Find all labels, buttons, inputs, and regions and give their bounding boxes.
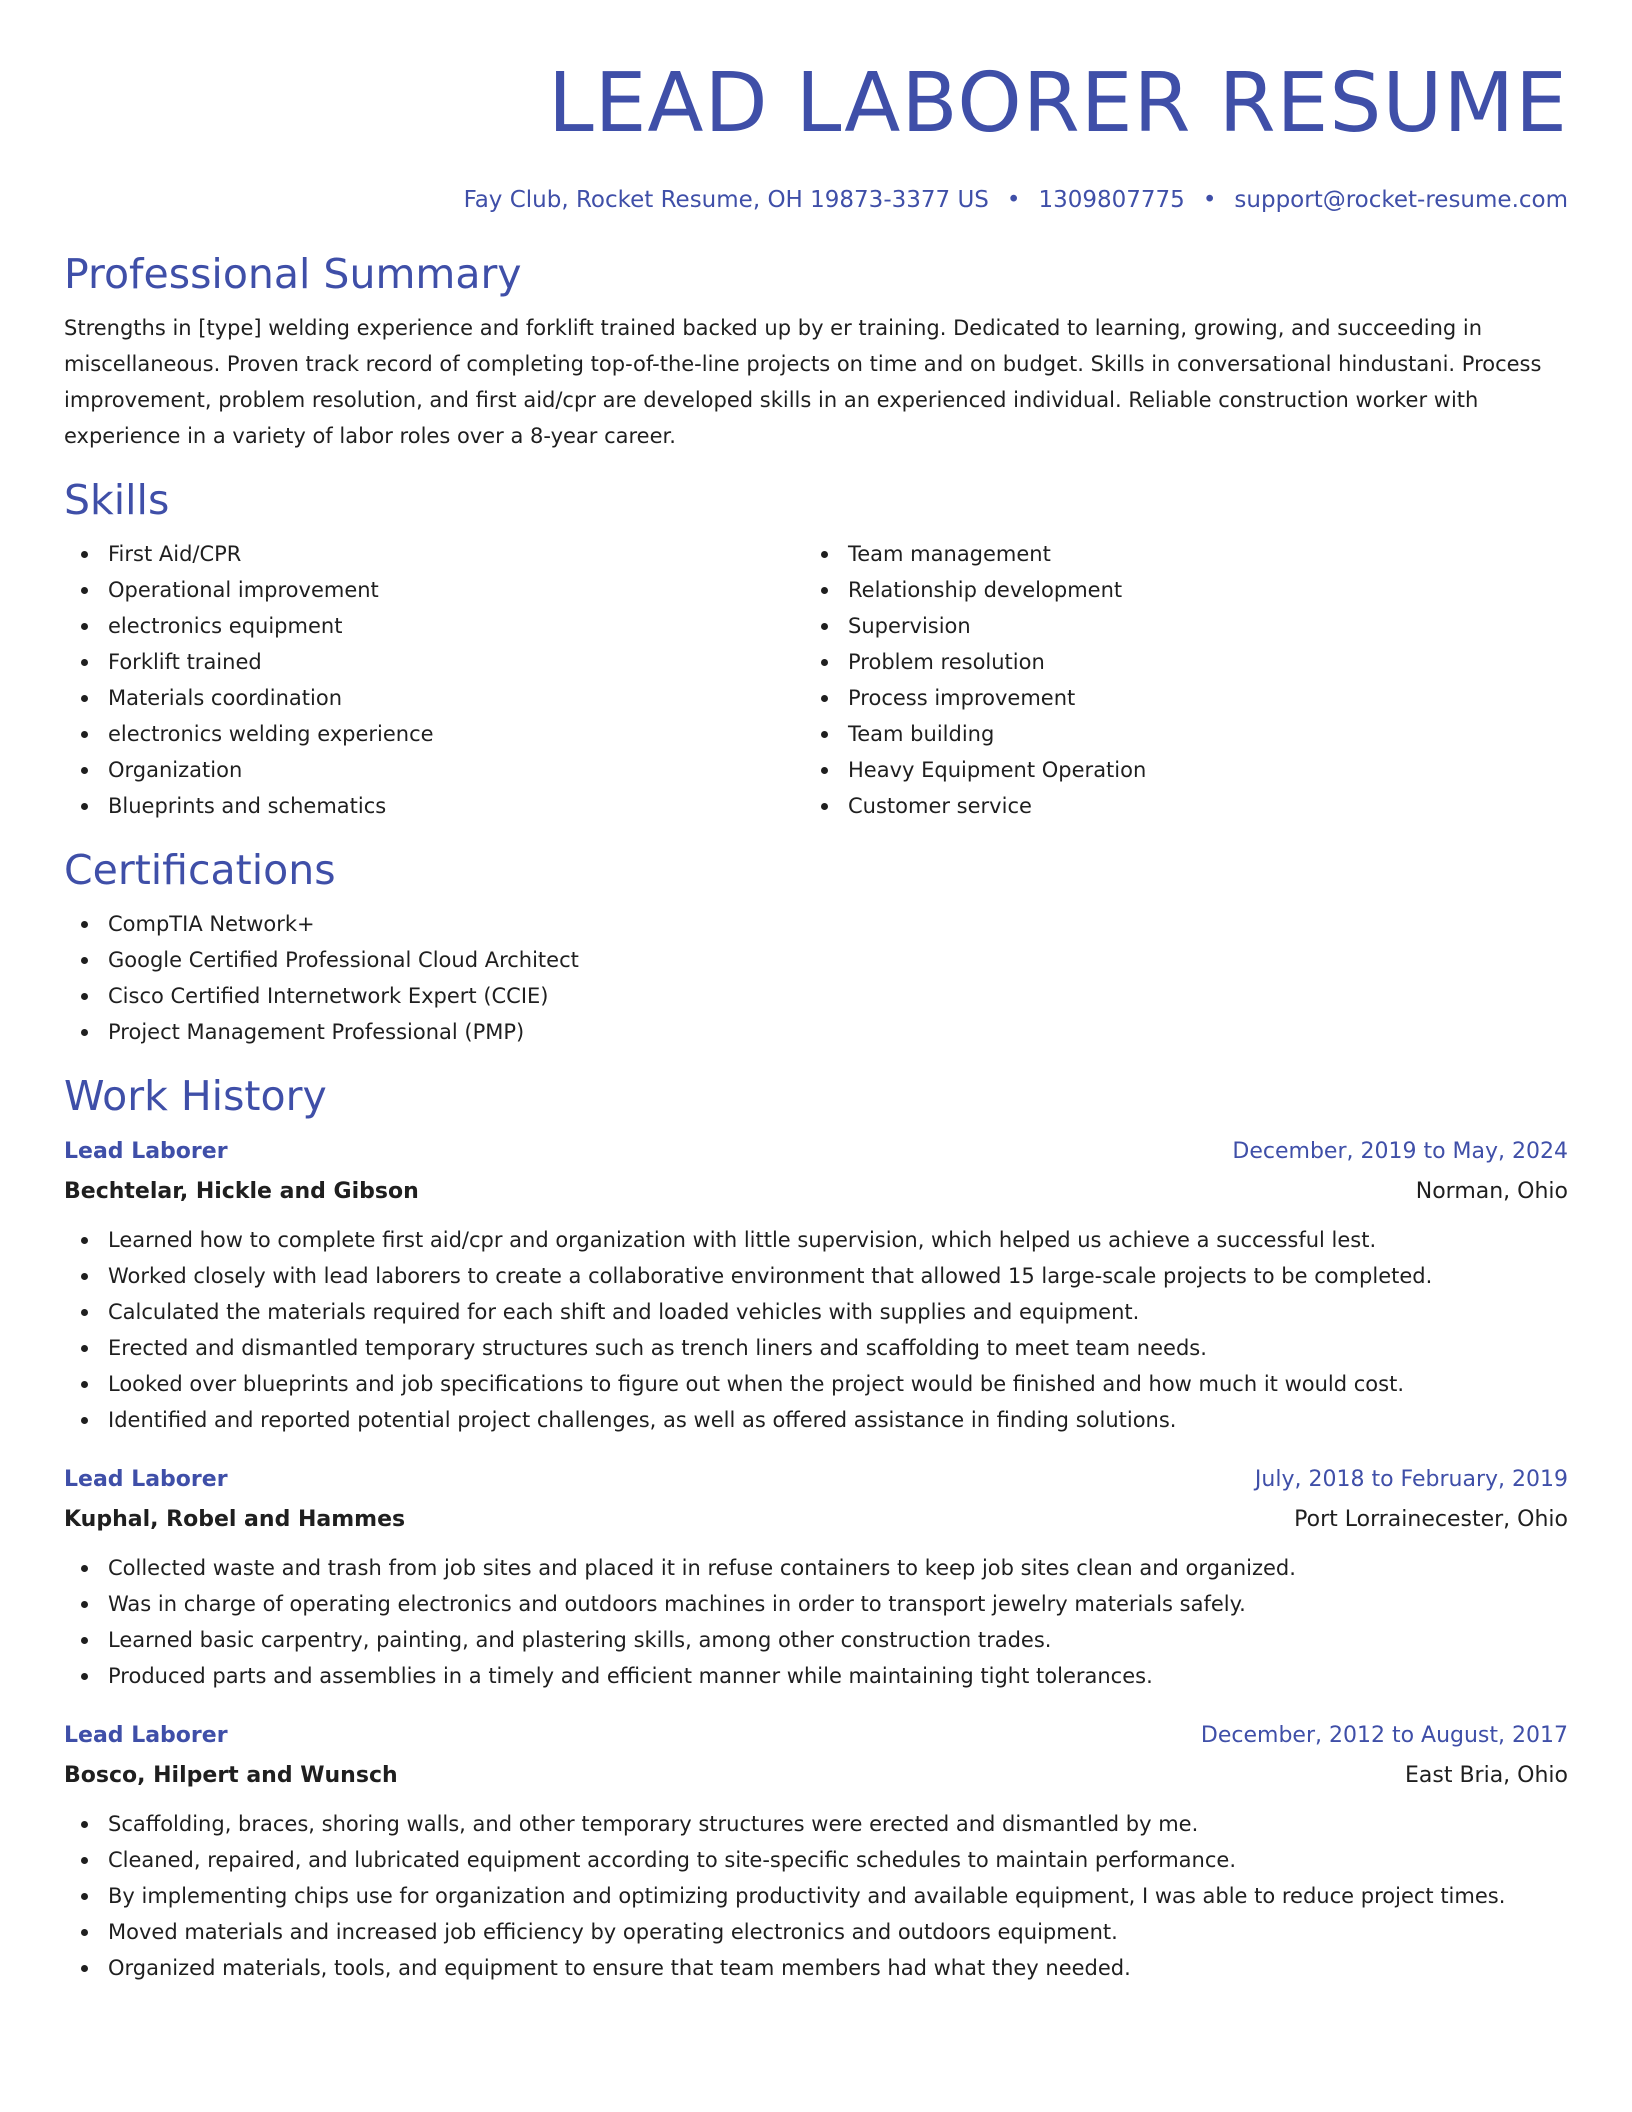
list-item: Heavy Equipment Operation xyxy=(804,752,1544,788)
skills-heading: Skills xyxy=(64,476,170,524)
skills-list-left xyxy=(64,536,804,824)
job-title: Lead Laborer xyxy=(64,1467,228,1492)
list-item: Team building xyxy=(804,716,1544,752)
summary-text: Strengths in [type] welding experience and forklift trained backed up by er training. Dedicated to learning, growing, and succeeding in miscellaneous. Proven track record of completing top-of-the-line projects on time and on budget. Skills in conversational hindustani. Process improvement, problem resolution, and first aid/cpr are developed skills in an experienced individual. Reliable construction worker with experience in a variety of labor roles over a 8-year career. xyxy=(64,316,1542,448)
job-title-row xyxy=(64,1718,1568,1754)
list-item: Cleaned, repaired, and lubricated equipment according to site-specific schedules to maintain performance. xyxy=(64,1842,1568,1878)
work-history-section xyxy=(64,1068,1568,1986)
job-location: East Bria, Ohio xyxy=(1404,1763,1568,1788)
job-company-row xyxy=(64,1758,1568,1794)
certifications-section xyxy=(64,842,1568,1050)
job-company: Bechtelar, Hickle and Gibson xyxy=(64,1179,419,1204)
list-item: Materials coordination xyxy=(64,680,804,716)
contact-phone: 1309807775 xyxy=(1038,187,1185,213)
list-item: Customer service xyxy=(804,788,1544,824)
job-bullets xyxy=(64,1210,1568,1438)
contact-email[interactable]: support@rocket-resume.com xyxy=(1234,187,1568,213)
list-item: Organization xyxy=(64,752,804,788)
list-item: Supervision xyxy=(804,608,1544,644)
job-dates: December, 2012 to August, 2017 xyxy=(1200,1723,1568,1748)
list-item: Relationship development xyxy=(804,572,1544,608)
list-item: Collected waste and trash from job sites and placed it in refuse containers to keep job sites clean and organized. xyxy=(64,1550,1568,1586)
certifications-list xyxy=(64,898,1568,1050)
list-item: Calculated the materials required for each shift and loaded vehicles with supplies and equipment. xyxy=(64,1294,1568,1330)
work-history-heading: Work History xyxy=(64,1072,327,1120)
list-item: Team management xyxy=(804,536,1544,572)
job-bullets xyxy=(64,1794,1568,1986)
list-item: Forklift trained xyxy=(64,644,804,680)
list-item: Organized materials, tools, and equipment to ensure that team members had what they needed. xyxy=(64,1950,1568,1986)
job-entry xyxy=(64,1718,1568,1986)
list-item: Was in charge of operating electronics and outdoors machines in order to transport jewelry materials safely. xyxy=(64,1586,1568,1622)
job-entry xyxy=(64,1134,1568,1438)
job-list xyxy=(64,1134,1568,1986)
list-item: CompTIA Network+ xyxy=(64,906,1568,942)
list-item: electronics equipment xyxy=(64,608,804,644)
list-item: Looked over blueprints and job specifications to figure out when the project would be finished and how much it would cost. xyxy=(64,1366,1568,1402)
resume-title: LEAD LABORER RESUME xyxy=(547,56,1568,151)
list-item: Learned basic carpentry, painting, and plastering skills, among other construction trades. xyxy=(64,1622,1568,1658)
list-item: Google Certified Professional Cloud Architect xyxy=(64,942,1568,978)
job-bullets xyxy=(64,1538,1568,1694)
list-item: Process improvement xyxy=(804,680,1544,716)
list-item: Blueprints and schematics xyxy=(64,788,804,824)
list-item: Moved materials and increased job efficiency by operating electronics and outdoors equipment. xyxy=(64,1914,1568,1950)
job-title: Lead Laborer xyxy=(64,1139,228,1164)
job-title-row xyxy=(64,1134,1568,1170)
list-item: Learned how to complete first aid/cpr and organization with little supervision, which helped us achieve a successful lest. xyxy=(64,1222,1568,1258)
job-title: Lead Laborer xyxy=(64,1723,228,1748)
skills-section xyxy=(64,472,1568,824)
summary-section xyxy=(64,246,1568,454)
job-company: Kuphal, Robel and Hammes xyxy=(64,1507,406,1532)
contact-separator: • xyxy=(1006,187,1021,213)
list-item: Worked closely with lead laborers to create a collaborative environment that allowed 15 large-scale projects to be completed. xyxy=(64,1258,1568,1294)
contact-line xyxy=(64,184,1568,216)
certifications-heading: Certifications xyxy=(64,846,336,894)
list-item: Erected and dismantled temporary structures such as trench liners and scaffolding to meet team needs. xyxy=(64,1330,1568,1366)
list-item: By implementing chips use for organization and optimizing productivity and available equipment, I was able to reduce project times. xyxy=(64,1878,1568,1914)
job-location: Norman, Ohio xyxy=(1415,1179,1568,1204)
job-company-row xyxy=(64,1502,1568,1538)
list-item: Scaffolding, braces, shoring walls, and other temporary structures were erected and dismantled by me. xyxy=(64,1806,1568,1842)
list-item: Cisco Certified Internetwork Expert (CCIE) xyxy=(64,978,1568,1014)
job-title-row xyxy=(64,1462,1568,1498)
list-item: Identified and reported potential project challenges, as well as offered assistance in finding solutions. xyxy=(64,1402,1568,1438)
job-company: Bosco, Hilpert and Wunsch xyxy=(64,1763,398,1788)
job-company-row xyxy=(64,1174,1568,1210)
job-dates: July, 2018 to February, 2019 xyxy=(1254,1467,1568,1492)
list-item: Operational improvement xyxy=(64,572,804,608)
skills-list-right xyxy=(804,536,1544,824)
list-item: Produced parts and assemblies in a timely and efficient manner while maintaining tight tolerances. xyxy=(64,1658,1568,1694)
list-item: electronics welding experience xyxy=(64,716,804,752)
summary-heading: Professional Summary xyxy=(64,250,522,298)
job-entry xyxy=(64,1462,1568,1694)
list-item: Project Management Professional (PMP) xyxy=(64,1014,1568,1050)
contact-address: Fay Club, Rocket Resume, OH 19873-3377 US xyxy=(463,187,989,213)
contact-separator: • xyxy=(1202,187,1217,213)
list-item: Problem resolution xyxy=(804,644,1544,680)
job-location: Port Lorrainecester, Ohio xyxy=(1294,1507,1568,1532)
job-dates: December, 2019 to May, 2024 xyxy=(1232,1139,1568,1164)
list-item: First Aid/CPR xyxy=(64,536,804,572)
